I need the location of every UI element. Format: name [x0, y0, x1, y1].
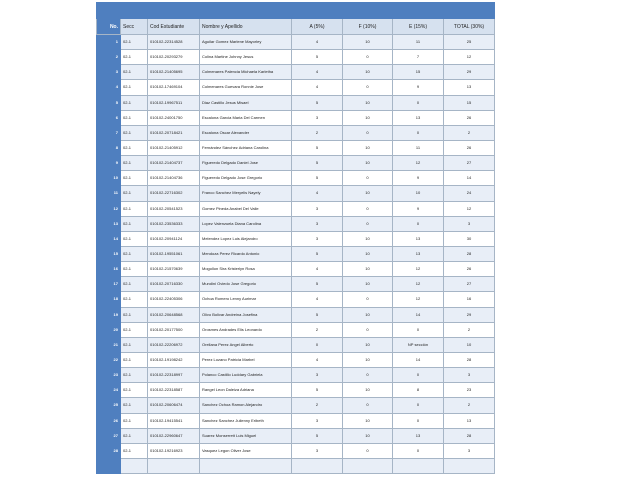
cell-nombre: Colmenares Guevara Ronnie Jose	[200, 80, 292, 95]
cell-nombre: Aguilar Gomez Marlene Mayorley	[200, 35, 292, 50]
cell-f: 0	[343, 201, 393, 216]
blank-row	[97, 458, 495, 473]
cell-e: 0	[393, 443, 444, 458]
table-row	[97, 35, 495, 50]
cell-e: 12	[393, 277, 444, 292]
table-row	[97, 368, 495, 383]
cell-cod-estudiante: 010102-20177500	[148, 322, 200, 337]
row-number: 23	[97, 368, 121, 383]
table-row	[97, 216, 495, 231]
cell-f: 0	[343, 216, 393, 231]
cell-e: 0	[393, 216, 444, 231]
cell-e: 13	[393, 428, 444, 443]
cell-a: 5	[292, 428, 343, 443]
cell-total: 13	[444, 413, 495, 428]
cell-e: 10	[393, 186, 444, 201]
table-row	[97, 246, 495, 261]
table-row	[97, 398, 495, 413]
cell-secc: 02-1	[121, 262, 148, 277]
header-e: E (15%)	[393, 19, 444, 35]
cell-cod-estudiante: 010102-20716330	[148, 277, 200, 292]
cell-total: 2	[444, 322, 495, 337]
cell-f: 10	[343, 337, 393, 352]
cell-total: 13	[444, 80, 495, 95]
cell-total: 26	[444, 262, 495, 277]
cell-total: 27	[444, 277, 495, 292]
blank-cell	[292, 458, 343, 473]
cell-total: 25	[444, 35, 495, 50]
cell-nombre: Gomez Pineda Anabel Del Valle	[200, 201, 292, 216]
cell-a: 4	[292, 65, 343, 80]
row-number: 5	[97, 95, 121, 110]
cell-total: 23	[444, 383, 495, 398]
cell-e: 0	[393, 413, 444, 428]
cell-total: 27	[444, 156, 495, 171]
header-cod-estudiante: Cod Estudiante	[148, 19, 200, 35]
cell-secc: 02-1	[121, 231, 148, 246]
cell-total: 14	[444, 171, 495, 186]
cell-cod-estudiante: 010102-20606474	[148, 398, 200, 413]
cell-a: 5	[292, 383, 343, 398]
cell-a: 3	[292, 231, 343, 246]
cell-a: 5	[292, 246, 343, 261]
table-row	[97, 428, 495, 443]
cell-e: 9	[393, 201, 444, 216]
row-number: 25	[97, 398, 121, 413]
table-row	[97, 171, 495, 186]
cell-a: 5	[292, 171, 343, 186]
cell-nombre: Mogollon Sira Kristerlyn Rosa	[200, 262, 292, 277]
cell-total: 15	[444, 95, 495, 110]
row-number: 3	[97, 65, 121, 80]
cell-f: 0	[343, 125, 393, 140]
cell-secc: 02-1	[121, 413, 148, 428]
cell-nombre: Diaz Castillo Jesus Misael	[200, 95, 292, 110]
grades-sheet	[96, 2, 494, 478]
cell-e: NP sección	[393, 337, 444, 352]
cell-nombre: Sanchez Sanchez Julienny Eribeth	[200, 413, 292, 428]
row-number: 28	[97, 443, 121, 458]
cell-f: 10	[343, 413, 393, 428]
cell-f: 10	[343, 140, 393, 155]
cell-f: 0	[343, 50, 393, 65]
cell-nombre: Mendoza Perez Ricardo Antonio	[200, 246, 292, 261]
cell-nombre: Lopez Valenzuela Diana Carolina	[200, 216, 292, 231]
cell-cod-estudiante: 010102-20541523	[148, 201, 200, 216]
cell-secc: 02-1	[121, 398, 148, 413]
header-nombre: Nombre y Apellido	[200, 19, 292, 35]
table-row	[97, 186, 495, 201]
header-total: TOTAL (30%)	[444, 19, 495, 35]
blank-cell	[393, 458, 444, 473]
cell-secc: 02-1	[121, 322, 148, 337]
cell-nombre: Vasquez Legon Oliver Jose	[200, 443, 292, 458]
header-row	[97, 19, 495, 35]
cell-cod-estudiante: 010102-21404737	[148, 156, 200, 171]
row-number: 6	[97, 110, 121, 125]
cell-f: 10	[343, 262, 393, 277]
cell-e: 9	[393, 171, 444, 186]
cell-total: 30	[444, 231, 495, 246]
table-row	[97, 292, 495, 307]
cell-secc: 02-1	[121, 307, 148, 322]
cell-e: 13	[393, 246, 444, 261]
cell-nombre: Figueredo Delgado Jose Gregorio	[200, 171, 292, 186]
header-f: F (10%)	[343, 19, 393, 35]
cell-f: 10	[343, 246, 393, 261]
cell-cod-estudiante: 010102-20293279	[148, 50, 200, 65]
cell-cod-estudiante: 010102-22314528	[148, 35, 200, 50]
row-number: 8	[97, 140, 121, 155]
row-number: 1	[97, 35, 121, 50]
cell-nombre: Fernández Sánchez Adriana Carolina	[200, 140, 292, 155]
cell-secc: 02-1	[121, 140, 148, 155]
blank-cell	[148, 458, 200, 473]
cell-cod-estudiante: 010102-22318587	[148, 383, 200, 398]
cell-cod-estudiante: 010102-22716302	[148, 186, 200, 201]
cell-secc: 02-1	[121, 50, 148, 65]
cell-cod-estudiante: 010102-21405912	[148, 140, 200, 155]
header-secc: Secc	[121, 19, 148, 35]
cell-nombre: Rangel Leon Daleiza Adriana	[200, 383, 292, 398]
row-number: 24	[97, 383, 121, 398]
cell-a: 5	[292, 156, 343, 171]
cell-f: 10	[343, 186, 393, 201]
cell-f: 0	[343, 80, 393, 95]
table-row	[97, 80, 495, 95]
cell-cod-estudiante: 010102-20941124	[148, 231, 200, 246]
cell-e: 0	[393, 322, 444, 337]
cell-a: 3	[292, 443, 343, 458]
cell-a: 5	[292, 50, 343, 65]
table-row	[97, 125, 495, 140]
table-row	[97, 231, 495, 246]
cell-total: 24	[444, 186, 495, 201]
cell-e: 0	[393, 125, 444, 140]
cell-e: 11	[393, 140, 444, 155]
table-row	[97, 413, 495, 428]
row-number: 9	[97, 156, 121, 171]
cell-secc: 02-1	[121, 246, 148, 261]
cell-secc: 02-1	[121, 35, 148, 50]
row-number: 15	[97, 246, 121, 261]
blank-cell	[97, 458, 121, 473]
cell-nombre: Orellana Perez Angel Alberto	[200, 337, 292, 352]
row-number: 14	[97, 231, 121, 246]
cell-f: 10	[343, 231, 393, 246]
cell-f: 0	[343, 368, 393, 383]
cell-nombre: Olivo Bolivar Andreina Josefina	[200, 307, 292, 322]
row-number: 17	[97, 277, 121, 292]
table-row	[97, 201, 495, 216]
grades-body	[97, 35, 495, 474]
blank-cell	[121, 458, 148, 473]
cell-a: 3	[292, 110, 343, 125]
cell-secc: 02-1	[121, 337, 148, 352]
cell-f: 10	[343, 383, 393, 398]
table-row	[97, 50, 495, 65]
row-number: 7	[97, 125, 121, 140]
cell-cod-estudiante: 010102-20718421	[148, 125, 200, 140]
cell-f: 0	[343, 292, 393, 307]
cell-a: 4	[292, 262, 343, 277]
cell-e: 14	[393, 352, 444, 367]
cell-e: 14	[393, 307, 444, 322]
cell-a: 4	[292, 292, 343, 307]
row-number: 22	[97, 352, 121, 367]
cell-cod-estudiante: 010102-20648568	[148, 307, 200, 322]
cell-a: 5	[292, 307, 343, 322]
cell-e: 13	[393, 110, 444, 125]
cell-total: 28	[444, 246, 495, 261]
cell-nombre: Melendez Lopez Luis Alejandro	[200, 231, 292, 246]
cell-secc: 02-1	[121, 95, 148, 110]
cell-a: 5	[292, 140, 343, 155]
cell-e: 11	[393, 35, 444, 50]
cell-f: 0	[343, 171, 393, 186]
cell-cod-estudiante: 010102-21570639	[148, 262, 200, 277]
cell-secc: 02-1	[121, 201, 148, 216]
cell-e: 8	[393, 383, 444, 398]
cell-secc: 02-1	[121, 428, 148, 443]
cell-e: 0	[393, 95, 444, 110]
cell-nombre: Franco Sanchez Meryelis Nayely	[200, 186, 292, 201]
row-number: 26	[97, 413, 121, 428]
table-row	[97, 322, 495, 337]
cell-e: 12	[393, 262, 444, 277]
cell-a: 2	[292, 125, 343, 140]
title-bar-row	[97, 3, 495, 19]
cell-total: 3	[444, 216, 495, 231]
cell-e: 12	[393, 292, 444, 307]
row-number: 20	[97, 322, 121, 337]
row-number: 21	[97, 337, 121, 352]
table-row	[97, 352, 495, 367]
cell-total: 16	[444, 292, 495, 307]
cell-total: 26	[444, 140, 495, 155]
cell-cod-estudiante: 010102-19216923	[148, 443, 200, 458]
cell-secc: 02-1	[121, 171, 148, 186]
table-row	[97, 307, 495, 322]
table-row	[97, 262, 495, 277]
cell-f: 10	[343, 277, 393, 292]
table-row	[97, 337, 495, 352]
cell-cod-estudiante: 010102-22960647	[148, 428, 200, 443]
cell-f: 0	[343, 322, 393, 337]
cell-f: 10	[343, 95, 393, 110]
cell-a: 4	[292, 352, 343, 367]
table-row	[97, 65, 495, 80]
cell-a: 2	[292, 398, 343, 413]
cell-secc: 02-1	[121, 65, 148, 80]
cell-nombre: Ochoa Romero Lenny Aurimar	[200, 292, 292, 307]
row-number: 2	[97, 50, 121, 65]
blank-cell	[343, 458, 393, 473]
table-row	[97, 383, 495, 398]
cell-cod-estudiante: 010102-17469104	[148, 80, 200, 95]
cell-e: 13	[393, 231, 444, 246]
header-no: No.	[97, 19, 121, 35]
cell-cod-estudiante: 010102-21405695	[148, 65, 200, 80]
cell-a: 5	[292, 95, 343, 110]
row-number: 13	[97, 216, 121, 231]
cell-nombre: Colina Martine Johnny Jesus	[200, 50, 292, 65]
cell-total: 2	[444, 398, 495, 413]
cell-secc: 02-1	[121, 80, 148, 95]
header-a: A (5%)	[292, 19, 343, 35]
cell-secc: 02-1	[121, 277, 148, 292]
table-row	[97, 95, 495, 110]
cell-f: 10	[343, 35, 393, 50]
table-row	[97, 110, 495, 125]
cell-total: 28	[444, 352, 495, 367]
cell-a: 5	[292, 277, 343, 292]
cell-e: 7	[393, 50, 444, 65]
row-number: 11	[97, 186, 121, 201]
cell-secc: 02-1	[121, 383, 148, 398]
cell-f: 10	[343, 307, 393, 322]
cell-cod-estudiante: 010102-22318997	[148, 368, 200, 383]
cell-secc: 02-1	[121, 125, 148, 140]
blank-cell	[200, 458, 292, 473]
cell-nombre: Escalona Oscar Alexander	[200, 125, 292, 140]
row-number: 19	[97, 307, 121, 322]
row-number: 4	[97, 80, 121, 95]
cell-total: 2	[444, 125, 495, 140]
cell-total: 29	[444, 65, 495, 80]
cell-cod-estudiante: 010102-24001750	[148, 110, 200, 125]
cell-a: 3	[292, 216, 343, 231]
row-number: 27	[97, 428, 121, 443]
cell-secc: 02-1	[121, 216, 148, 231]
cell-secc: 02-1	[121, 110, 148, 125]
grades-table	[96, 2, 495, 474]
cell-f: 10	[343, 352, 393, 367]
cell-a: 2	[292, 322, 343, 337]
table-row	[97, 443, 495, 458]
cell-f: 0	[343, 443, 393, 458]
cell-f: 0	[343, 398, 393, 413]
table-row	[97, 277, 495, 292]
row-number: 18	[97, 292, 121, 307]
cell-e: 15	[393, 65, 444, 80]
row-number: 16	[97, 262, 121, 277]
cell-f: 10	[343, 110, 393, 125]
cell-secc: 02-1	[121, 186, 148, 201]
cell-total: 28	[444, 428, 495, 443]
cell-e: 0	[393, 398, 444, 413]
cell-total: 12	[444, 50, 495, 65]
cell-a: 3	[292, 368, 343, 383]
cell-nombre: Mundini Oviedo Jose Gregorio	[200, 277, 292, 292]
cell-e: 12	[393, 156, 444, 171]
cell-secc: 02-1	[121, 292, 148, 307]
cell-secc: 02-1	[121, 368, 148, 383]
cell-a: 3	[292, 201, 343, 216]
cell-nombre: Orosmes Andrades Elis Leonardo	[200, 322, 292, 337]
table-row	[97, 156, 495, 171]
cell-secc: 02-1	[121, 443, 148, 458]
cell-total: 29	[444, 307, 495, 322]
cell-cod-estudiante: 010102-22405306	[148, 292, 200, 307]
cell-nombre: Colmenares Palencia Michaela Karletha	[200, 65, 292, 80]
cell-cod-estudiante: 010102-19967511	[148, 95, 200, 110]
cell-nombre: Polanco Castillo Luddary Gabriela	[200, 368, 292, 383]
cell-cod-estudiante: 010102-21404736	[148, 171, 200, 186]
cell-e: 0	[393, 368, 444, 383]
cell-secc: 02-1	[121, 352, 148, 367]
cell-f: 10	[343, 428, 393, 443]
cell-cod-estudiante: 010102-19551061	[148, 246, 200, 261]
cell-nombre: Suarez Monserrett Luis Miguel	[200, 428, 292, 443]
cell-cod-estudiante: 010102-19415541	[148, 413, 200, 428]
row-number: 10	[97, 171, 121, 186]
cell-e: 9	[393, 80, 444, 95]
cell-nombre: Perez Lozano Patricia Marbel	[200, 352, 292, 367]
cell-nombre: Sanchez Ochoa Ramon Alejandro	[200, 398, 292, 413]
cell-a: 4	[292, 80, 343, 95]
cell-total: 12	[444, 201, 495, 216]
table-row	[97, 140, 495, 155]
cell-secc: 02-1	[121, 156, 148, 171]
blank-cell	[444, 458, 495, 473]
cell-total: 3	[444, 443, 495, 458]
cell-total: 3	[444, 368, 495, 383]
cell-nombre: Escalona Garcia Maria Del Carmen	[200, 110, 292, 125]
cell-a: 4	[292, 186, 343, 201]
cell-f: 10	[343, 156, 393, 171]
cell-total: 10	[444, 337, 495, 352]
cell-cod-estudiante: 010102-22206972	[148, 337, 200, 352]
cell-total: 26	[444, 110, 495, 125]
row-number: 12	[97, 201, 121, 216]
cell-cod-estudiante: 010102-23536333	[148, 216, 200, 231]
cell-f: 10	[343, 65, 393, 80]
cell-cod-estudiante: 010102-19198242	[148, 352, 200, 367]
cell-a: 0	[292, 337, 343, 352]
cell-a: 3	[292, 413, 343, 428]
cell-a: 4	[292, 35, 343, 50]
cell-nombre: Figueredo Delgado Daniel Jose	[200, 156, 292, 171]
